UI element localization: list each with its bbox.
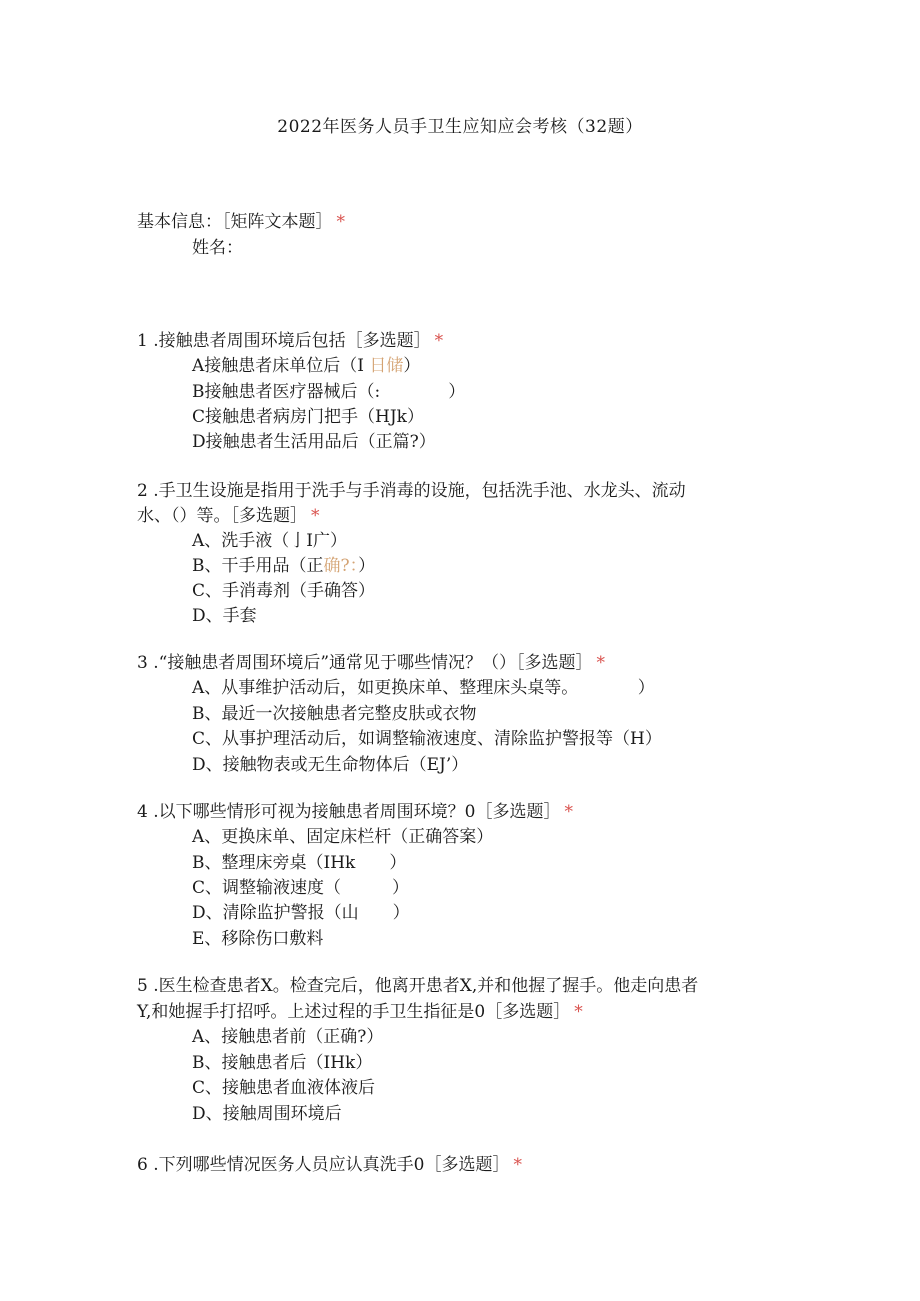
option-text: C接触患者病房门把手（HJk）	[192, 407, 424, 427]
question-3-option-a[interactable]	[192, 677, 655, 699]
question-5-option-c[interactable]	[192, 1077, 375, 1099]
question-2-option-a[interactable]	[192, 530, 347, 552]
question-5-text: Y,和她握手打招呼。上述过程的手卫生指征是0［多选题］	[137, 1002, 571, 1022]
option-text: A、从事维护活动后，如更换床单、整理床头桌等。 ）	[192, 678, 655, 698]
option-text: D、接触物表或无生命物体后（EJ’）	[192, 755, 469, 775]
required-star: *	[596, 653, 606, 673]
question-4-option-d[interactable]	[192, 902, 410, 924]
question-4-option-a[interactable]	[192, 826, 493, 848]
question-3-option-c[interactable]	[192, 728, 662, 750]
question-4-option-b[interactable]	[192, 852, 406, 874]
question-1-title	[137, 330, 443, 352]
option-text: B、干手用品（正	[192, 556, 324, 576]
question-4-title	[137, 801, 573, 823]
option-text: C、接触患者血液体液后	[192, 1078, 376, 1098]
option-text: D、清除监护警报（山 ）	[192, 903, 410, 923]
question-5-title-line2	[137, 1001, 583, 1023]
name-field-label: 姓名：	[192, 238, 243, 258]
option-text: C、调整输液速度（ ）	[192, 878, 410, 898]
question-3-text: 3 .“接触患者周围环境后”通常见于哪些情况？（）［多选题］	[137, 653, 593, 673]
page-title: 2022年医务人员手卫生应知应会考核（32题）	[277, 117, 643, 137]
question-4-option-c[interactable]	[192, 877, 409, 899]
question-2-option-c[interactable]	[192, 580, 375, 602]
question-6-title	[137, 1154, 522, 1176]
option-text: A、洗手液（亅I广）	[192, 531, 347, 551]
question-4-text: 4 .以下哪些情形可视为接触患者周围环境？0［多选题］	[137, 802, 561, 822]
option-text: B、最近一次接触患者完整皮肤或衣物	[192, 704, 477, 724]
question-5-title-line1: 5 .医生检查患者X。检查完后，他离开患者X,并和他握了握手。他走向患者	[137, 976, 699, 996]
question-2-option-b[interactable]	[192, 555, 375, 577]
option-text: B、整理床旁桌（IHk ）	[192, 853, 407, 873]
question-1-option-a[interactable]	[192, 355, 420, 377]
question-1-option-c[interactable]	[192, 406, 424, 428]
required-star: *	[311, 506, 320, 526]
option-text: D、手套	[192, 606, 257, 626]
option-text: E、移除伤口敷料	[192, 929, 324, 949]
question-2-option-d[interactable]	[192, 605, 257, 627]
option-text: C、从事护理活动后，如调整输液速度、清除监护警报等（H）	[192, 729, 662, 749]
basic-info-label	[137, 211, 345, 233]
option-text: D接触患者生活用品后（正篇?）	[192, 432, 436, 452]
question-3-title	[137, 652, 605, 674]
option-text: A、接触患者前（正确?）	[192, 1027, 384, 1047]
option-text-tail: ）	[358, 556, 376, 576]
question-2-title-line1: 2 .手卫生设施是指用于洗手与手消毒的设施，包括洗手池、水龙头、流动	[137, 481, 686, 501]
option-text-tail: ）	[403, 356, 421, 376]
option-highlight: 日储	[369, 356, 404, 376]
option-text: B、接触患者后（IHk）	[192, 1053, 373, 1073]
option-highlight: 确?：	[323, 556, 359, 576]
option-text: D、接触周围环境后	[192, 1104, 342, 1124]
basic-info-text: 基本信息：［矩阵文本题］	[137, 212, 333, 232]
required-star: *	[564, 802, 573, 822]
question-3-option-b[interactable]	[192, 703, 477, 725]
question-4-option-e[interactable]	[192, 928, 323, 950]
question-3-option-d[interactable]	[192, 754, 468, 776]
required-star: *	[336, 212, 345, 232]
option-text: A、更换床单、固定床栏杆（正确答案）	[192, 827, 494, 847]
question-2-title-line2	[137, 505, 320, 527]
option-text: B接触患者医疗器械后（: ）	[192, 382, 466, 402]
question-1-option-b[interactable]	[192, 381, 465, 403]
question-5-option-a[interactable]	[192, 1026, 383, 1048]
question-6-text: 6 .下列哪些情况医务人员应认真洗手0［多选题］	[137, 1155, 510, 1175]
question-1-text: 1 .接触患者周围环境后包括［多选题］	[137, 331, 431, 351]
required-star: *	[434, 331, 444, 351]
option-text: C、手消毒剂（手确答）	[192, 581, 376, 601]
question-2-text: 水、（）等。［多选题］	[137, 506, 307, 526]
question-1-option-d[interactable]	[192, 431, 436, 453]
question-5-option-d[interactable]	[192, 1103, 342, 1125]
required-star: *	[513, 1155, 522, 1175]
question-5-option-b[interactable]	[192, 1052, 372, 1074]
required-star: *	[574, 1002, 583, 1022]
option-text: A接触患者床单位后（I	[192, 356, 370, 376]
